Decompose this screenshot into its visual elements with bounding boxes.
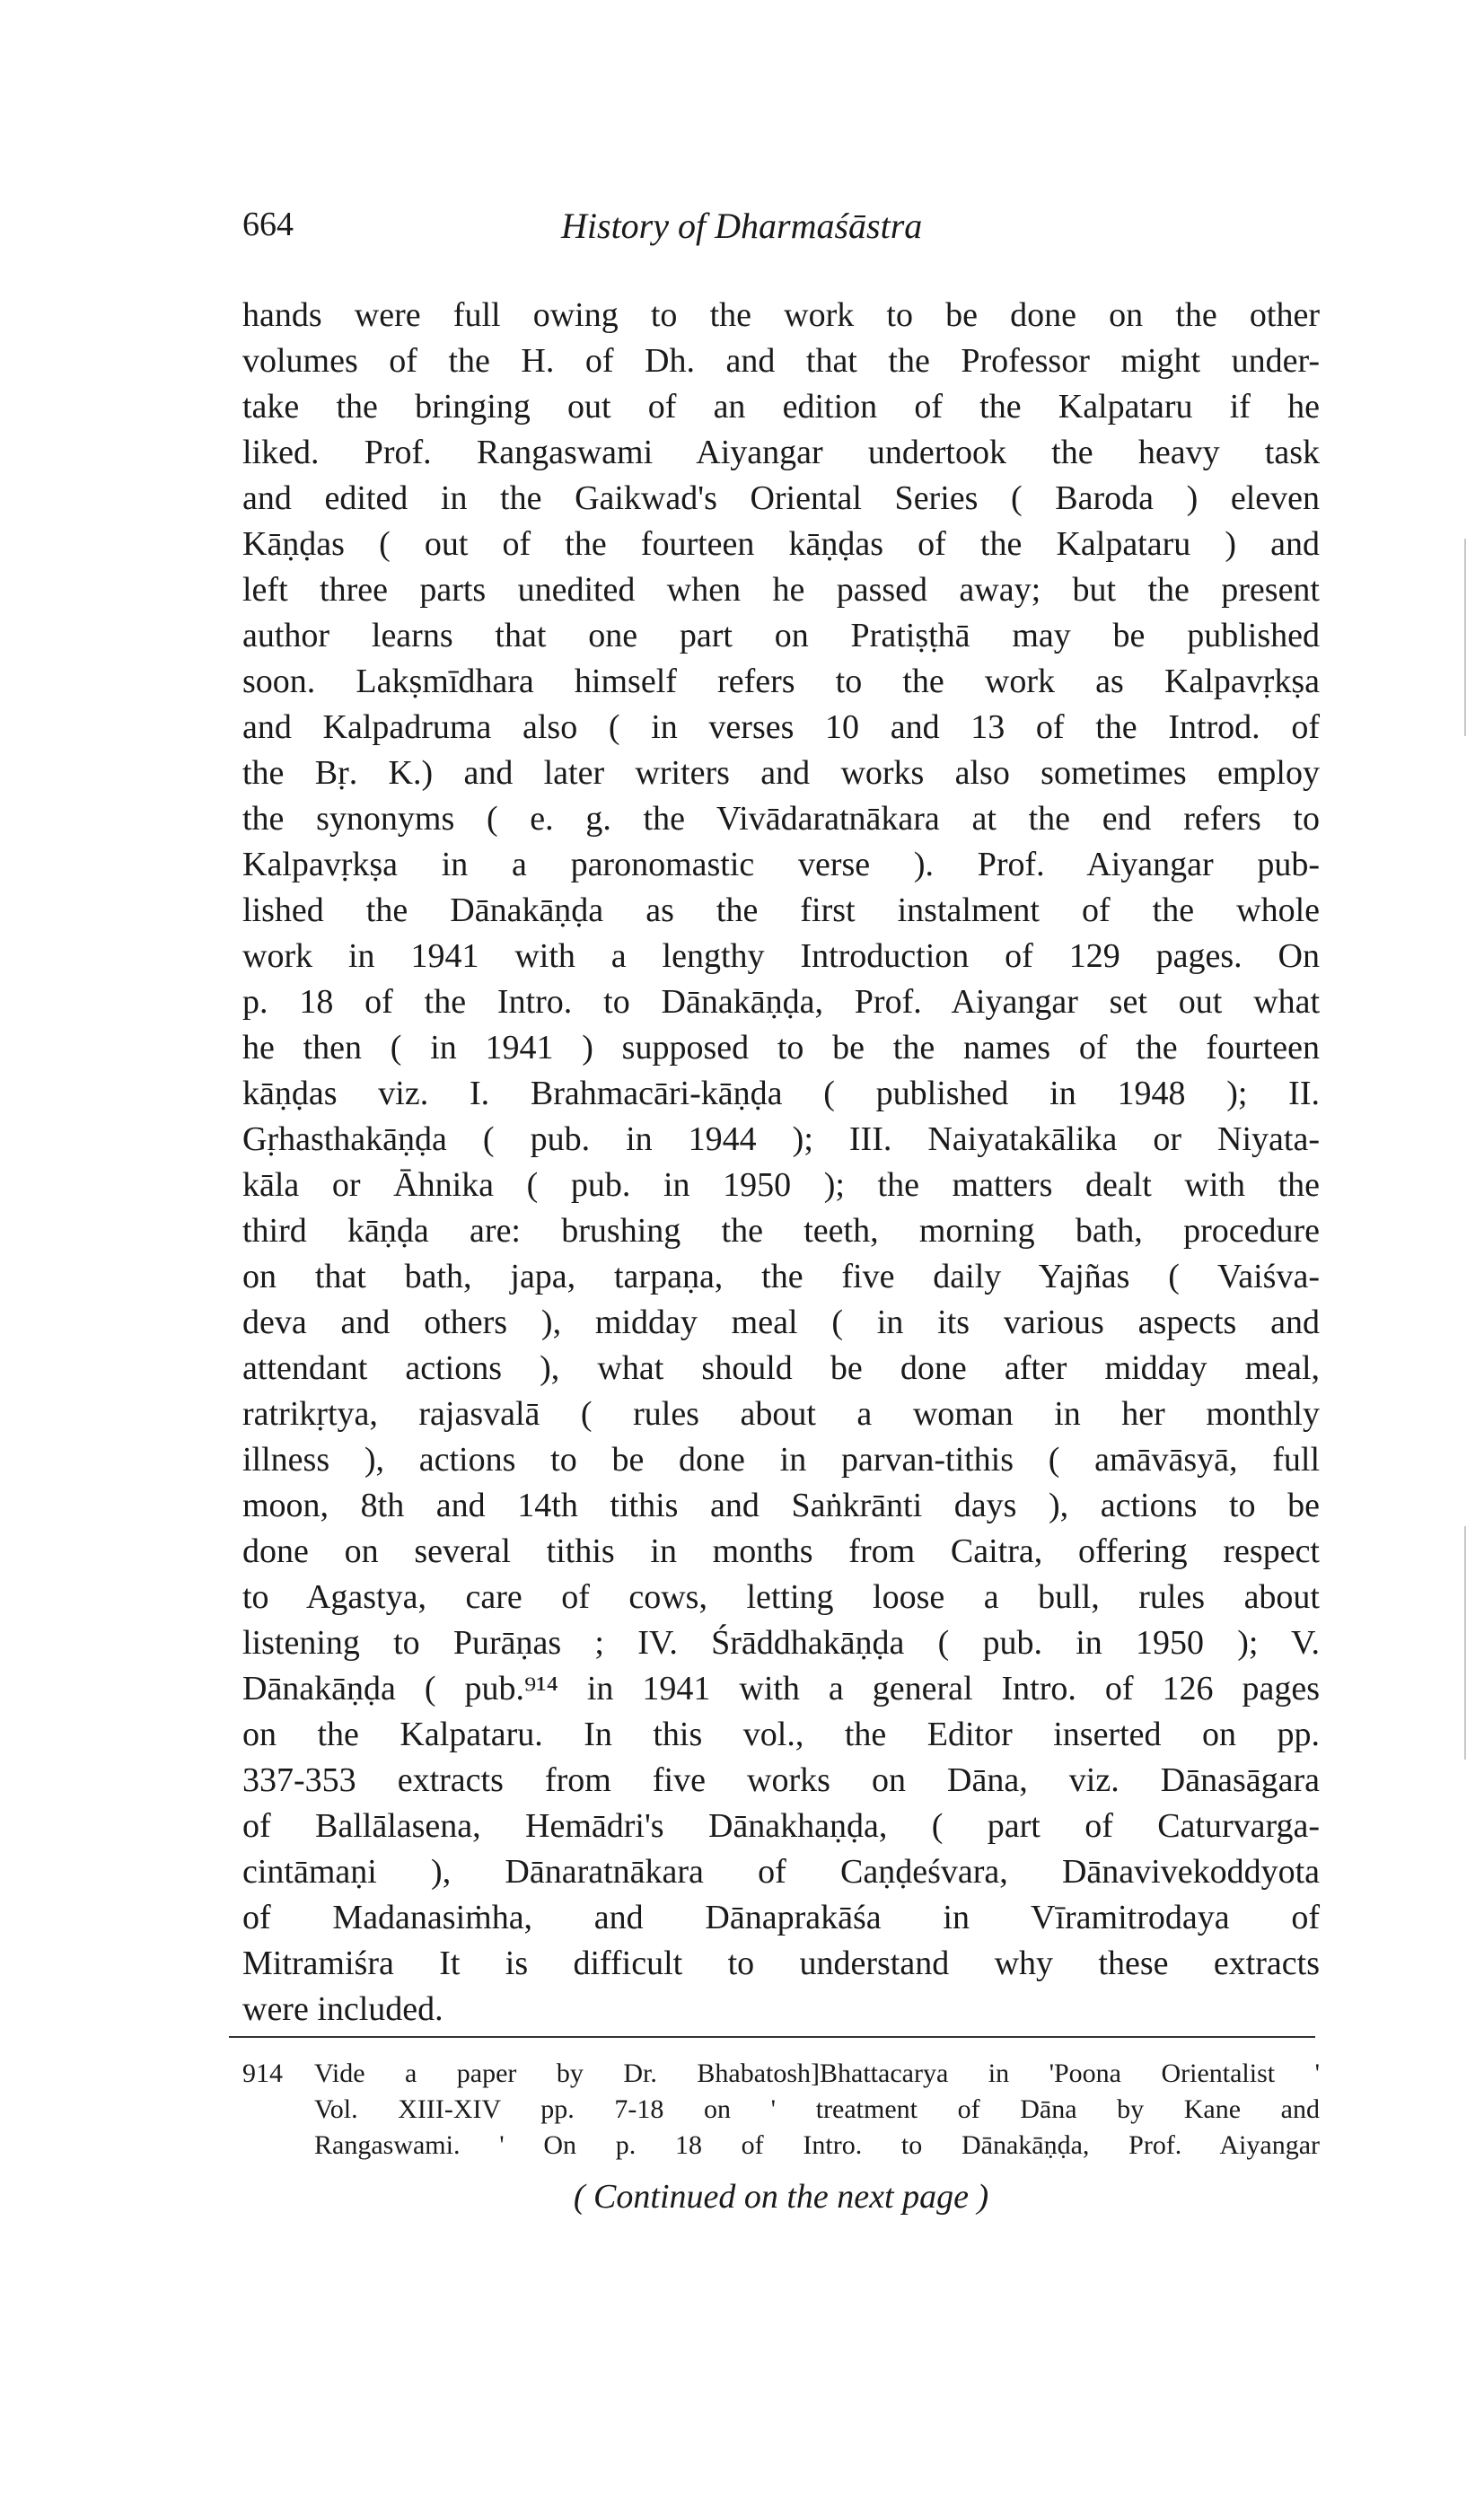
footnote-line xyxy=(242,2092,1320,2128)
text-line: hands were full owing to the work to be done on the other xyxy=(242,296,1320,334)
text-line: third kāṇḍa are: brushing the teeth, morning bath, procedure xyxy=(242,1212,1320,1250)
text-line: attendant actions ), what should be done after midday meal, xyxy=(242,1349,1320,1387)
text-line: liked. Prof. Rangaswami Aiyangar undertook the heavy task xyxy=(242,434,1320,471)
scan-edge-mark xyxy=(1464,1526,1466,1760)
text-line: Dānakāṇḍa ( pub.⁹¹⁴ in 1941 with a general Intro. of 126 pages xyxy=(242,1670,1320,1708)
text-line: and Kalpadruma also ( in verses 10 and 13 of the Introd. of xyxy=(242,708,1320,746)
text-line: done on several tithis in months from Caitra, offering respect xyxy=(242,1532,1320,1570)
text-line: were included. xyxy=(242,1990,443,2028)
page-header xyxy=(242,205,1320,259)
text-line: author learns that one part on Pratiṣṭhā may be published xyxy=(242,617,1320,654)
text-line: on that bath, japa, tarpaṇa, the five daily Yajñas ( Vaiśva- xyxy=(242,1258,1320,1295)
text-line: p. 18 of the Intro. to Dānakāṇḍa, Prof. Aiyangar set out what xyxy=(242,983,1320,1021)
footnote-line xyxy=(242,2056,1320,2092)
text-line: 337-353 extracts from five works on Dāna, viz. Dānasāgara xyxy=(242,1761,1320,1799)
text-line: Kalpavṛkṣa in a paronomastic verse ). Prof. Aiyangar pub- xyxy=(242,846,1320,883)
text-line: lished the Dānakāṇḍa as the first instalment of the whole xyxy=(242,891,1320,929)
text-line: cintāmaṇi ), Dānaratnākara of Caṇḍeśvara, Dānavivekoddyota xyxy=(242,1853,1320,1891)
page-number: 664 xyxy=(242,206,294,243)
scan-edge-mark xyxy=(1464,539,1466,736)
text-line: of Ballālasena, Hemādri's Dānakhaṇḍa, ( part of Caturvarga- xyxy=(242,1807,1320,1845)
body-paragraph xyxy=(242,293,1320,2032)
text-line: deva and others ), midday meal ( in its various aspects and xyxy=(242,1304,1320,1341)
text-line: moon, 8th and 14th tithis and Saṅkrānti days ), actions to be xyxy=(242,1487,1320,1524)
text-line: kāla or Āhnika ( pub. in 1950 ); the matters dealt with the xyxy=(242,1166,1320,1204)
text-line: illness ), actions to be done in parvan-tithis ( amāvāsyā, full xyxy=(242,1441,1320,1479)
footnote-text: Rangaswami. ' On p. 18 of Intro. to Dānakāṇḍa, Prof. Aiyangar xyxy=(314,2130,1320,2160)
text-line: the synonyms ( e. g. the Vivādaratnākara at the end refers to xyxy=(242,800,1320,838)
footnote-line xyxy=(242,2128,1320,2164)
text-line: listening to Purāṇas ; IV. Śrāddhakāṇḍa ( pub. in 1950 ); V. xyxy=(242,1624,1320,1662)
text-line: take the bringing out of an edition of the Kalpataru if he xyxy=(242,388,1320,426)
footnote-text: Vide a paper by Dr. Bhabatosh]Bhattacarya in 'Poona Orientalist ' xyxy=(314,2059,1320,2088)
text-line: left three parts unedited when he passed away; but the present xyxy=(242,571,1320,609)
footnote-divider xyxy=(229,2036,1315,2038)
text-line: he then ( in 1941 ) supposed to be the names of the fourteen xyxy=(242,1029,1320,1067)
text-line: Gṛhasthakāṇḍa ( pub. in 1944 ); III. Naiyatakālika or Niyata- xyxy=(242,1120,1320,1158)
text-line: of Madanasiṁha, and Dānaprakāśa in Vīramitrodaya of xyxy=(242,1899,1320,1936)
text-line: kāṇḍas viz. I. Brahmacāri-kāṇḍa ( published in 1948 ); II. xyxy=(242,1075,1320,1112)
text-line: Mitramiśra It is difficult to understand why these extracts xyxy=(242,1945,1320,1982)
text-line: volumes of the H. of Dh. and that the Professor might under- xyxy=(242,342,1320,380)
text-line: work in 1941 with a lengthy Introduction of 129 pages. On xyxy=(242,937,1320,975)
text-line: and edited in the Gaikwad's Oriental Series ( Baroda ) eleven xyxy=(242,479,1320,517)
text-line: soon. Lakṣmīdhara himself refers to the work as Kalpavṛkṣa xyxy=(242,663,1320,700)
text-line: to Agastya, care of cows, letting loose a bull, rules about xyxy=(242,1578,1320,1616)
footnote-block xyxy=(242,2056,1320,2164)
text-line: on the Kalpataru. In this vol., the Editor inserted on pp. xyxy=(242,1716,1320,1753)
running-title: History of Dharmaśāstra xyxy=(561,206,923,246)
footnote-text: Vol. XIII-XIV pp. 7-18 on ' treatment of Dāna by Kane and xyxy=(314,2094,1320,2124)
text-line: ratrikṛtya, rajasvalā ( rules about a woman in her monthly xyxy=(242,1395,1320,1433)
continued-note: ( Continued on the next page ) xyxy=(573,2178,989,2216)
text-line: Kāṇḍas ( out of the fourteen kāṇḍas of the Kalpataru ) and xyxy=(242,525,1320,563)
text-line: the Bṛ. K.) and later writers and works also sometimes employ xyxy=(242,754,1320,792)
footnote-number: 914 xyxy=(242,2059,283,2088)
